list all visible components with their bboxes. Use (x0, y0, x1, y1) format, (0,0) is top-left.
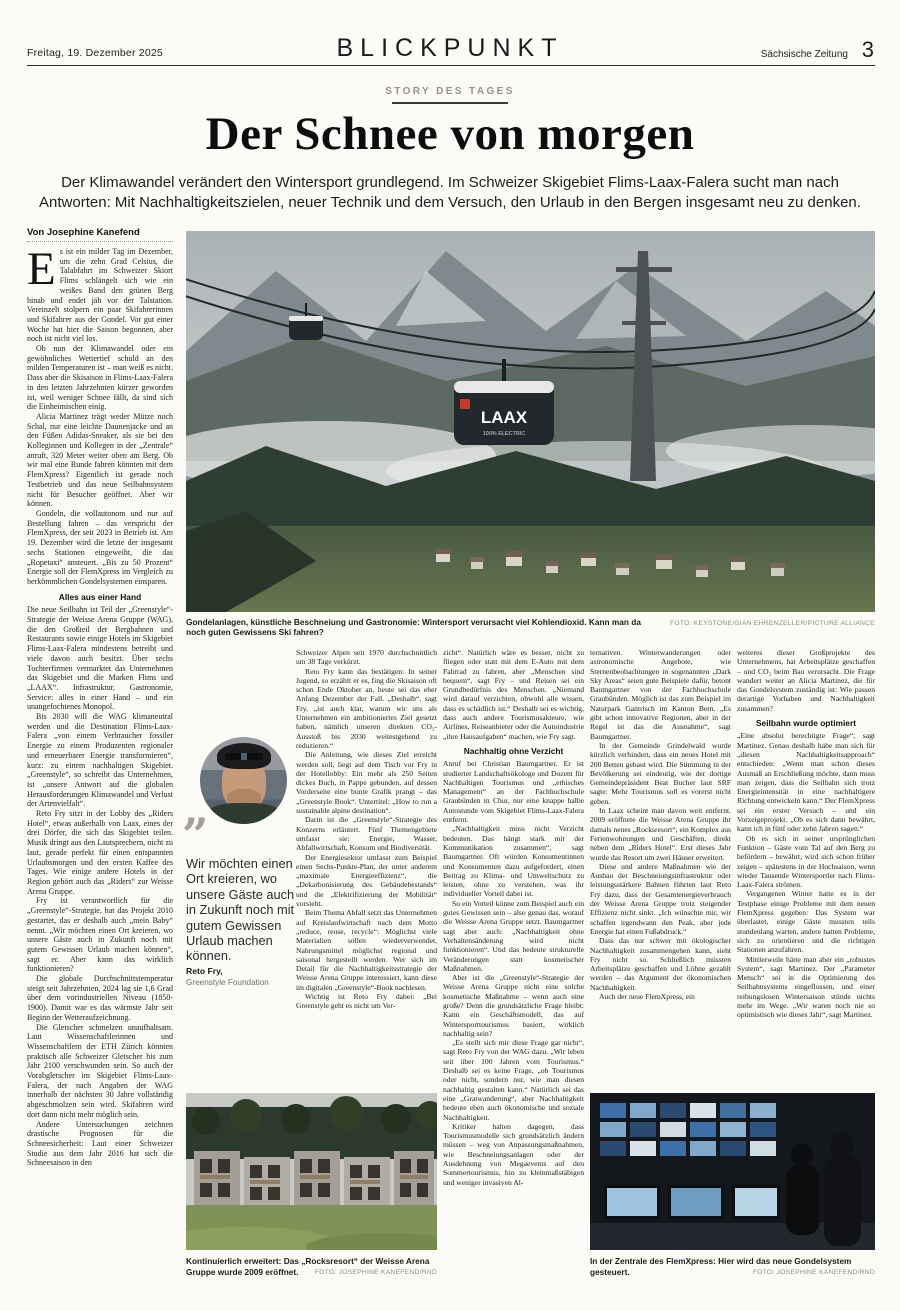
article-paragraph: Fry ist verantwortlich für die „Greenstyle“-Strategie, hat das Projekt 2010 gestartet, das er deshalb auch „mein Baby“ nennt. „Wir möchten einen Ort kreieren, wo unsere Gäste auch in Zukunft noch mit gutem Gewissen Urlaub machen können“, sagt er. Aber kann das wirklich funktionieren? (27, 896, 173, 974)
article-paragraph: Andere Untersuchungen zeichnen drastische Prognosen für die Schneesicherheit: Laut einer Schweizer Studie aus dem Jahr 2016 hat sich die Schneesaison in den (27, 1119, 173, 1168)
article-paragraph: Die neue Seilbahn ist Teil der „Greenstyle“-Strategie der Weisse Arena Gruppe (WAG), die den Großteil der Bergbahnen und Restaurants sowie einige Hotels im Skigebiet Flims-Laax-Falera mindestens betreibt und viele davon auch besitzt. Über sechs Tochterfirmen vermarktet das Unternehmen das Skigebiet und die Marken Flims und „LAAX“. Infrastruktur, Gastronomie, Service: alles in einer Hand – und ein unangefochtenes Monopol. (27, 605, 173, 712)
article-paragraph: Wichtig ist Reto Fry dabei: „Bei Greenstyle geht es nicht um Ver- (296, 991, 437, 1011)
page-number: 3 (861, 37, 874, 62)
header-rule (27, 65, 875, 66)
article-subheading: Alles aus einer Hand (58, 591, 142, 602)
control-room-caption: In der Zentrale des FlemXpress: Hier wird das neue Gondelsystem gesteuert. (590, 1256, 852, 1277)
portrait-sunglasses (225, 753, 263, 760)
article-paragraph: „Nachhaltigkeit muss nicht Verzicht bedeuten. Das hängt stark mit der Kommunikation zusammen“, sagt Baumgartner. Oft würden Konsumentinnen und Konsumenten dazu aufgefordert, einen Beitrag zu Klima- und Umweltschutz zu leisten, ohne zu verstehen, was ihr individueller Vorteil dabei ist. (443, 824, 584, 899)
gondola-brand-text: LAAX (480, 408, 528, 427)
article-column-intro (27, 247, 173, 1293)
article-paragraph: weiteres dieser Großprojekte des Unternehmens, hat Arbeitsplätze geschaffen – und CO₂ beim Bau verursacht. Die Frage wandert weiter an Alicia Martinez, die für das Gondelsystem zuständig ist: Wie passen derartige Vorhaben und Nachhaltigkeit zusammen? (737, 648, 875, 713)
byline: Von Josephine Kanefend (27, 227, 140, 238)
article-paragraph: Beim Thema Abfall setzt das Unternehmen auf Kreislaufwirtschaft nach dem Motto „reduce, reuse, recycle“: Möglichst viele Materialien sollen wiederverwendet, Nahrungsmittel möglichst regional und saisonal hergestellt werden. Wer sich im Detail für die Nachhaltigkeitsstrategie der Weisse Arena Gruppe interessiert, kann diese im digitalen „Greenstyle“-Book nachlesen. (296, 908, 437, 992)
article-paragraph: Mittlerweile hätte man aber ein „robustes System“, sagt Martinez. Der „Parameter Mensch“ sei in die Optimierung des Seilbahnsystems eingeflossen, und einer reibungslosen Wintersaison stünde nichts mehr im Wege. „Wir waren noch nie so optimistisch wie dieses Jahr“, sagt Martinez. (737, 954, 875, 1020)
rocksresort-credit: FOTO: JOSEPHINE KANEFEND/RND (314, 1268, 437, 1276)
article-paragraph: Ob nun der Klimawandel oder ein gewöhnliches Wettertief schuld an den milden Temperaturen ist – man weiß es nicht. Dass aber die Skisaison in Flims-Laax-Falera in den letzten Jahrzehnten kürzer geworden ist, weil weniger Schnee fällt, da sind sich die Einheimischen einig. (27, 344, 173, 412)
article-column-1 (296, 648, 437, 1090)
article-column-4 (737, 648, 875, 1090)
control-room-illustration (590, 1093, 875, 1250)
article-paragraph: Die Gletscher schmelzen unaufhaltsam. Laut Wissenschaftlerinnen und Wissenschaftlern der ETH Zürich könnten praktisch alle Schweizer Gletscher bis zum Jahr 2100 verschwunden sein. So auch der Vorabgletscher im Skigebiet Flims-Laax-Falera, der nach Angaben der WAG innerhalb der nächsten 30 Jahre vollständig abgeschmolzen sein wird. Skifahren wird dort dann nicht mehr möglich sein. (27, 1022, 173, 1119)
article-paragraph: Reto Fry sitzt in der Lobby des „Riders Hotel“, etwas außerhalb von Laax, eines der drei Dörfer, die sich das Skigebiet teilen. Musik dringt aus den Lautsprechern, nicht zu laut, gerade perfekt für einen entspannten Urlaubsmorgen und den ersten Kaffee des Tages. Wie einige andere Hotels in der Region gehört auch das „Riders“ zur Weisse Arena Gruppe. (27, 809, 173, 896)
article-paragraph: Alicia Martinez trägt weder Mütze noch Schal, nur eine leichte Daunenjacke und an den Füßen Adidas-Sneaker, als sie bei den Kolleginnen und Kollegen in der „Zentrale“ anruft, 320 Meter weiter oben am Berg. Ob wir mal eine Runde fahren könnten mit dem FlemXpress? Eigentlich ist gerade noch Testbetrieb und das neue Seilbahnsystem nicht für Besucher geöffnet. Aber wir können. (27, 411, 173, 509)
article-paragraph: Der Energiesektor umfasst zum Beispiel einen Sechs-Punkte-Plan, der unter anderem „maximale Energieeffizienz“, die „Dekarbonisierung des Gebäudebestands“ und die „Elektrifizierung der Mobilität“ vorsieht. (296, 852, 437, 909)
pull-quote-role: Greenstyle Foundation (186, 978, 269, 987)
paper-name: Sächsische Zeitung (760, 49, 848, 60)
byline-rule (27, 241, 173, 242)
article-paragraph: Vergangenen Winter hatte es in der Testphase einige Probleme mit dem neuen FlemXpress gegeben: Das System war überlastet, einige Gäste mussten teils stundenlang warten, andere hatten Probleme, sich zu orientieren und die richtigen Stationen anzufahren. (737, 889, 875, 955)
kicker-label: STORY DES TAGES (385, 86, 515, 97)
main-photo-caption-row (186, 617, 875, 637)
article-paragraph: Es ist ein milder Tag im Dezember, um die zehn Grad Celsius, die Talabfahrt im Schweizer Skiort Flims schlängelt sich wie ein weißes Band den grünen Berg hinab und endet jäh vor der Talstation. Vereinzelt stolpern ein paar Skifahrerinnen und Skifahrer aus der Gondel. Vor gut einer Woche hat hier die Saison begonnen, aber noch ist nicht viel los. (27, 247, 173, 344)
portrait-shoulders (208, 803, 280, 824)
rocksresort-illustration (186, 1093, 437, 1250)
quote-marks-icon: ” (182, 808, 209, 862)
article-paragraph: Bis 2030 will die WAG klimaneutral werden und die Destination Flims-Laax-Falera „von einem Verbraucher fossiler Energie zu einem Produzenten regionaler und erneuerbarer Energie transformieren“, kurz: zu einem nachhaltigen Skigebiet. „Greenstyle“, so schreibt das Unternehmen, ist „unsere Antwort auf die globalen Herausforderungen Klimawandel und Verlust der Artenvielfalt“. (27, 712, 173, 809)
main-photo-caption: Gondelanlagen, künstliche Beschneiung und Gastronomie: Wintersport verursacht viel Kohlendioxid. Kann man da noch guten Gewissens Ski fahren? (186, 617, 641, 637)
article-paragraph: Schweizer Alpen seit 1970 durchschnittlich um 38 Tage verkürzt. (296, 648, 437, 667)
main-photo-illustration (186, 231, 875, 612)
pull-quote-text: Wir möchten einen Ort kreieren, wo unsere Gäste auch in Zukunft noch mit gutem Gewissen Urlaub machen können. (186, 856, 295, 964)
article-paragraph: Darin ist die „Greenstyle“-Strategie des Konzerns erläutert. Fünf Themengebiete umfasst sie: Energie, Wasser, Abfallwirtschaft, Konsum und Biodiversität. (296, 815, 437, 853)
article-paragraph: Die globale Durchschnittstemperatur steigt seit Jahrzehnten, 2024 lag sie 1,6 Grad über dem vorindustriellen Niveau (1850-1900). Damit war es das wärmste Jahr seit Beginn der Wetteraufzeichnung. (27, 974, 173, 1022)
article-paragraph: Gondeln, die vollautonom und nur auf Bestellung fahren – das verspricht der FlemXpress, der seit 2023 in Betrieb ist. Am 19. Dezember wird die letzte der insgesamt sechs Stationen eingeweiht, die das „Ropetaxi“ ansteuert. „Bis zu 50 Prozent“ Energie soll der FlemXpress im Vergleich zu herkömmlichen Gondelsystemen einsparen. (27, 508, 173, 586)
article-paragraph: So ein Vorteil könne zum Beispiel auch ein gutes Gewissen sein – also genau das, worauf die Weisse Arena Gruppe setzt. Baumgartner sagt aber auch: „Nachhaltigkeit ohne Verhaltensänderung wird nicht funktionieren“. Und das bedeute strukturelle Veränderungen statt kosmetischer Maßnahmen. (443, 898, 584, 973)
article-paragraph: zicht“. Natürlich wäre es besser, nicht zu fliegen oder statt mit dem E-Auto mit dem Fahrrad zu fahren, aber „Menschen sind bequem“, sagt Fry – und Reisen sei ein Grundbedürfnis des Menschen. „Niemand wird darauf verzichten, obwohl alle wissen, dass es schädlich ist.“ Deshalb sei es wichtig, dass auch andere Tourismusakteure, wie Airlines, Reiseanbieter oder die Autoindustrie „ihre Hausaufgaben“ machen, wie Fry sagt. (443, 648, 584, 741)
article-paragraph: Auch der neue FlemXpress, ein (599, 991, 695, 1001)
control-room-caption-block (590, 1256, 875, 1278)
main-photo-credit: FOTO: KEYSTONE/GIAN EHRENZELLER/PICTURE ALLIANCE (670, 620, 875, 627)
issue-date: Freitag, 19. Dezember 2025 (27, 47, 163, 59)
gondola-sub-text: 100% ELECTRIC (482, 431, 526, 437)
article-paragraph: Reto Fry kann das bestätigen: In seiner Jugend, so erzählt er es, fing die Skisaison oft schon Ende Oktober an, heute sei das eher Anfang Dezember der Fall. „Deshalb“, sagt Fry, „ist auch klar, warum wir uns als Unternehmen ein ambitioniertes Ziel gesetzt haben, nämlich unseren direkten CO₂-Ausstoß bis 2030 weitestgehend zu reduzieren.“ (296, 666, 437, 750)
article-column-2 (443, 648, 584, 1292)
article-paragraph: Diese und andere Maßnahmen wie der Ausbau der Beschneiungsinfrastruktur oder leistungsstärkere Bahnen führten laut Reto Fry dazu, dass der Gesamtenergieverbrauch der Weisse Arena Gruppe trotz steigender Effizienz nicht sinkt. „Ich wünschte mir, wir schaffen irgendwann den Peak, aber jede Energie hat einen Fußabdruck.“ (590, 861, 731, 936)
article-paragraph: „Es stellt sich mir diese Frage gar nicht“, sagt Reto Fry von der WAG dazu. „Wir leben seit über 100 Jahren vom Tourismus.“ Deshalb sei es keine Frage, „ob Tourismus oder nicht, sondern nur, wie man diesen nachhaltig gestalten kann.“ Natürlich sei das eine „Gratwanderung“, aber Nachhaltigkeit bedeute eben auch ökonomische und soziale Nachhaltigkeit. (443, 1038, 584, 1122)
rocksresort-photo (186, 1093, 437, 1250)
article-subheading: Nachhaltig ohne Verzicht (463, 745, 564, 756)
pull-quote-author: Reto Fry, (186, 966, 223, 976)
article-paragraph: Die Anleitung, wie dieses Ziel erreicht werden soll, liegt auf dem Tisch vor Fry in der Hotellobby: Ein mehr als 250 Seiten dickes Buch, in Pappe gebunden, auf dessen Vorderseite eine bunte Grafik prangt – das „Greenstyle Book“. Untertitel: „How to run a sustainable alpine destination“. (296, 750, 437, 816)
article-column-3 (590, 648, 731, 1090)
drop-cap: E (27, 247, 56, 295)
control-room-photo (590, 1093, 875, 1250)
article-paragraph: Anruf bei Christian Baumgartner. Er ist studierter Landschaftsökologe und Dozent für Nachhaltigen Tourismus und „ethisches Management“ an der Fachhochschule Graubünden in Chur, nur eine knappe halbe Autostunde vom Skigebiet Flims-Laax-Falera entfernt. (443, 759, 584, 825)
kicker-rule (392, 102, 508, 104)
desk-monitors (604, 1185, 780, 1219)
article-paragraph: Kritiker halten dagegen, dass Tourismusmodelle sich grundsätzlich ändern müssen – weg von Anpassungsmaßnahmen, wie Beschneiungsanlagen oder der Ausdehnung von Megaevents auf den Sommertourismus, hin zu kleinmaßstäbigen und weniger invasiven Al- (443, 1121, 584, 1187)
standfirst: Der Klimawandel verändert den Wintersport grundlegend. Im Schweizer Skigebiet Flims-Laax-Falera sucht man nach Antworten: Mit Nachhaltigkeitszielen, neuer Technik und dem Versuch, den Urlaub in den Bergen insgesamt neu zu denken. (39, 174, 861, 211)
article-subheading: Seilbahn wurde optimiert (755, 718, 857, 729)
page-title: Der Schnee von morgen (205, 108, 695, 160)
rocksresort-buildings (194, 1151, 434, 1209)
reto-fry-portrait (200, 737, 287, 824)
main-photo-gondola (186, 231, 875, 612)
article-paragraph: Dass das nur schwer mit ökologischer Nachhaltigkeit zusammengehen kann, sieht Fry nicht so. Schließlich müssten Arbeitsplätze geschaffen und Löhne gezahlt werden – das Argument der ökonomischen Nachhaltigkeit. (590, 936, 731, 992)
section-title: BLICKPUNKT (336, 34, 564, 62)
article-paragraph: „Eine absolut berechtigte Frage“, sagt Martinez. Genau deshalb habe man sich für „diesen Nachhaltigkeitsapproach“ entschieden: „Wenn man schon dieses Ausmaß an Erschließung möchte, dann muss man zeigen, dass die Seilbahn sich trotz Energieintensität in eine nachhaltigere Richtung entwickeln kann.“ Der FlemXpress sei ein erster Versuch – und ein Vorzeigeprojekt. „Ob es sich dann bewährt, kann ich in fünf oder zehn Jahren sagen.“ (737, 731, 875, 834)
article-paragraph: In der Gemeinde Grindelwald wurde kürzlich verhindert, dass ein neues Hotel mit 200 Betten gebaut wird. Die Stimmung in der Bevölkerung sei eindeutig, wie der dortige Gemeindepräsident Beat Bucher laut SRF sagte: Mehr Tourismus soll es vorerst nicht geben. (590, 740, 731, 806)
control-room-credit: FOTO: JOSEPHINE KANEFEND/RND (752, 1268, 875, 1276)
article-paragraph: Ob es sich in seiner ursprünglichen Funktion – Gäste vom Tal auf den Berg zu befördern – bewährt, wird sich schon früher zeigen – spätestens in der Hochsaison, wenn wieder Tausende Wintersportler nach Flims-Laax-Falera strömen. (737, 833, 875, 890)
rocksresort-caption-block (186, 1256, 437, 1278)
rocksresort-caption: Kontinuierlich erweitert: Das „Rocksresort“ der Weisse Arena Gruppe wurde 2009 eröffnet. (186, 1256, 430, 1277)
article-paragraph: Aber ist die „Greenstyle“-Strategie der Weisse Arena Gruppe nicht eine solche kosmetische Maßnahme – wenn auch eine große? Denn die grundsätzliche Frage bleibt: Kann ein Geschäftsmodell, das auf Wintersporttourismus basiert, wirklich nachhaltig sein? (443, 973, 584, 1038)
article-paragraph: In Laax scheint man davon weit entfernt. 2009 eröffnete die Weisse Arena Gruppe ihr damals neues „Rocksresort“, ein Komplex aus Ferienwohnungen und Geschäften, direkt neben dem „Riders Hotel“. Erst dieses Jahr wurde das Resort um zwei Häuser erweitert. (590, 806, 731, 862)
article-paragraph: ternativen. Winterwanderungen oder astronomische Angebote, wie Sternenbeobachtungen in sogenannten „Dark Sky Areas“ seien gute Beispiele dafür, betont Baumgartner von der Fachhochschule Graubünden. Möglich ist das zum Beispiel im Naturpark Gantrisch im Kanton Bern. „Es gibt schon innovative Regionen, aber in der Regel ist das die Ausnahme“, sagt Baumgartner. (590, 648, 731, 741)
